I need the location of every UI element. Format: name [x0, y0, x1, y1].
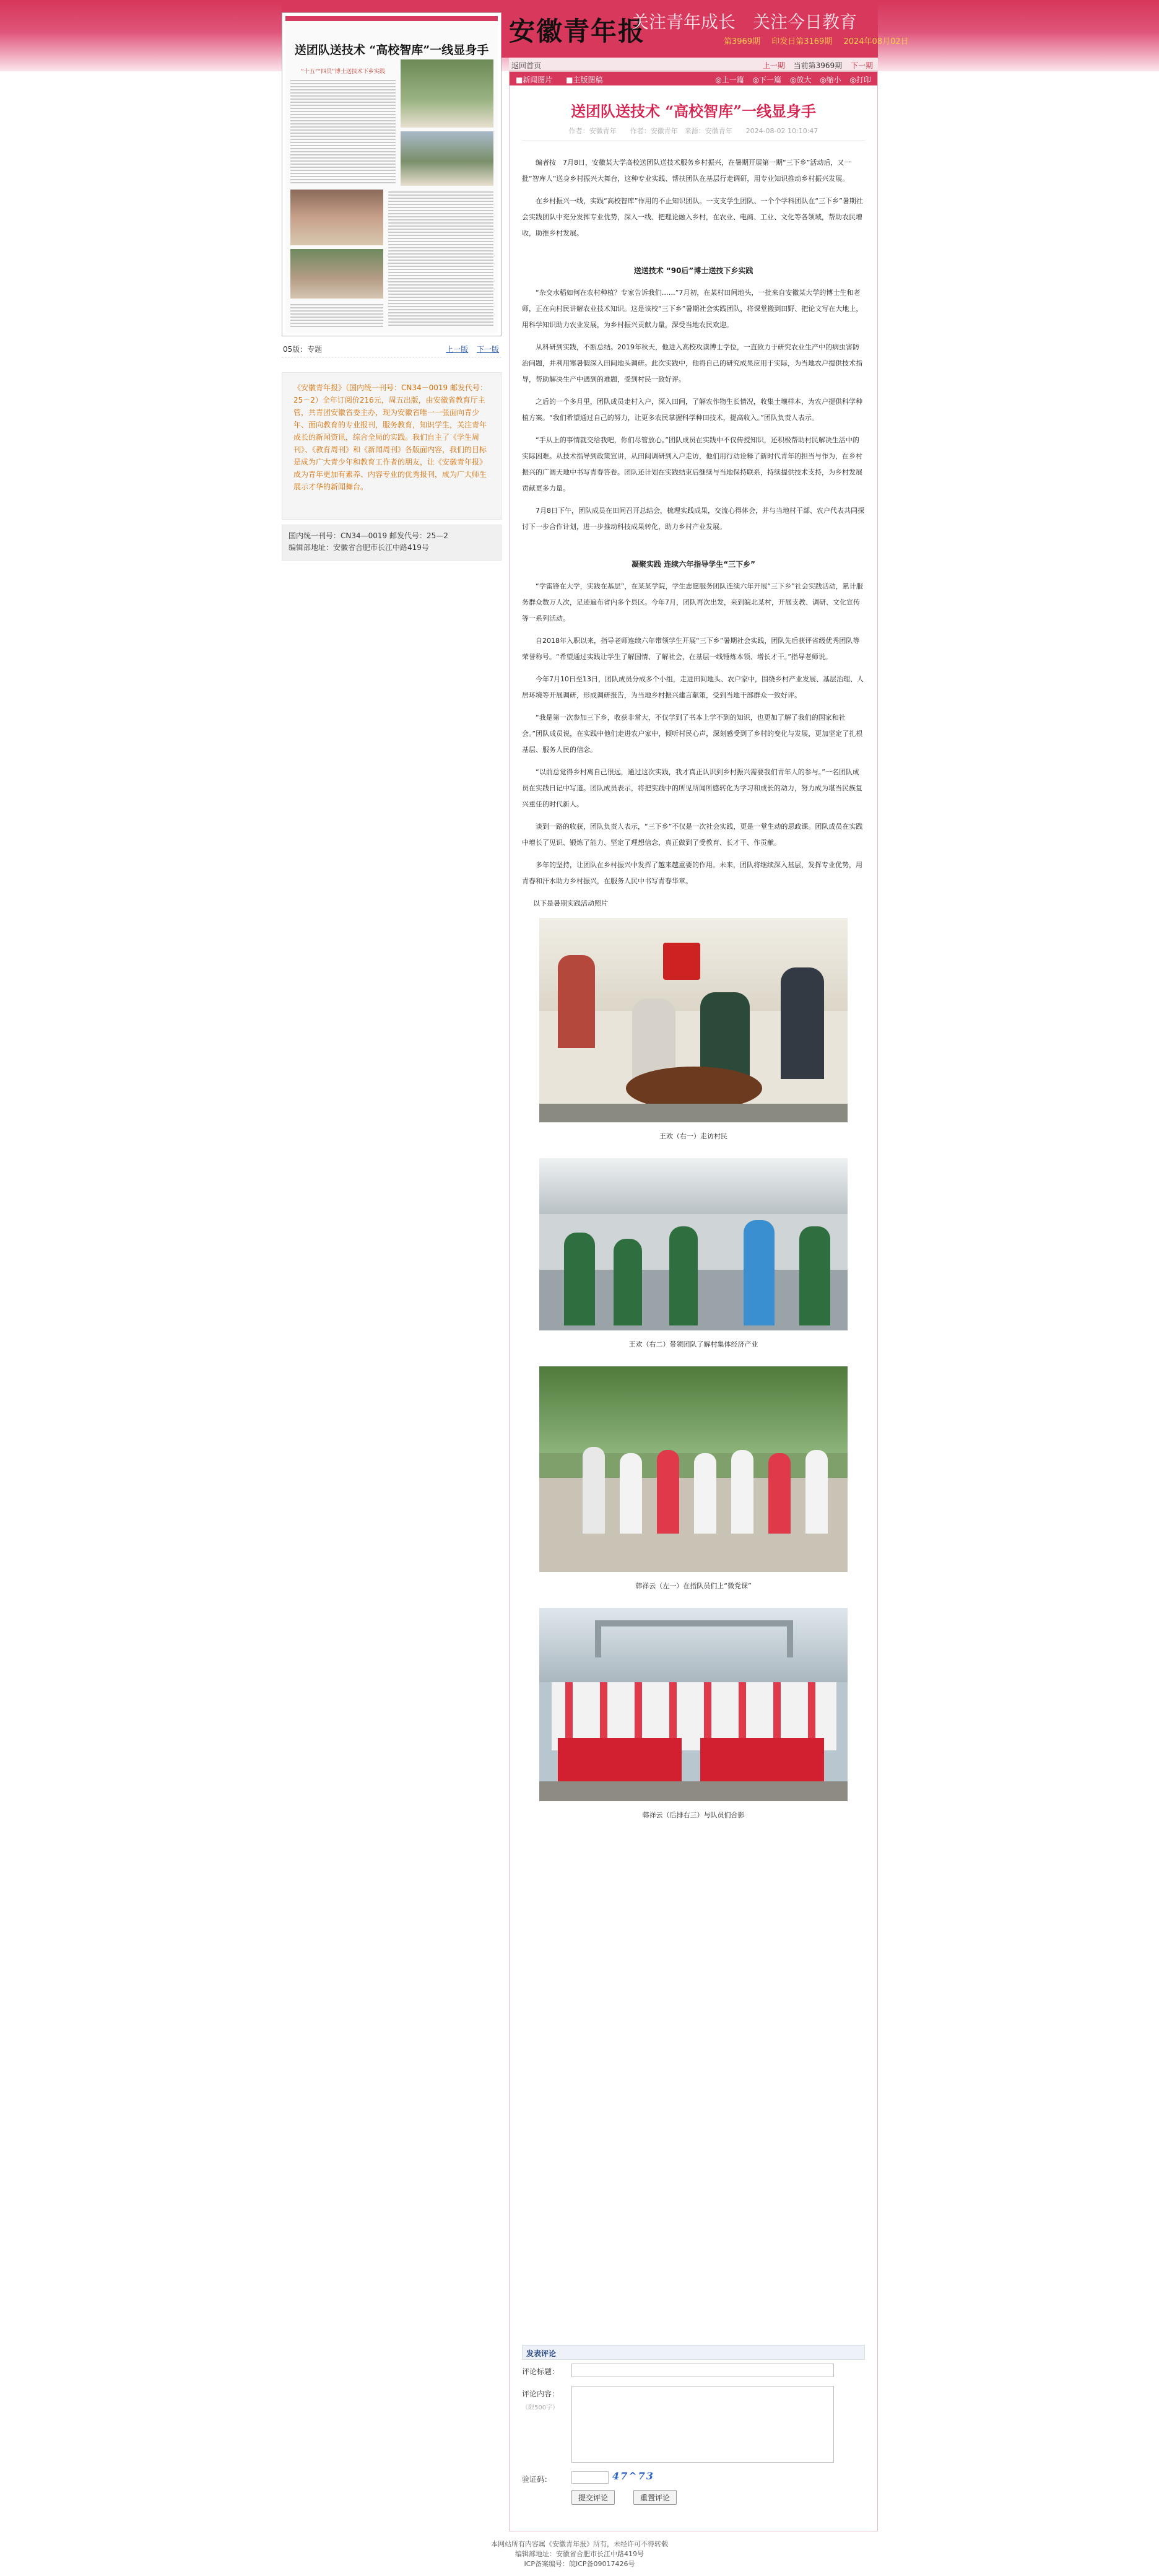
article-body — [522, 155, 865, 1823]
print-button[interactable]: ◎打印 — [849, 76, 871, 84]
comment-buttons-row — [522, 2490, 865, 2508]
publication-info — [282, 525, 501, 561]
next-issue-link[interactable]: 下一期 — [850, 61, 873, 70]
issue-date: 2024年08月02日 — [843, 37, 909, 46]
thumbnail-header-bar — [285, 16, 498, 21]
icp-line[interactable]: ICP备案编号：皖ICP备09017426号 — [524, 2560, 635, 2568]
thumbnail-photo — [290, 190, 383, 245]
reset-comment-button[interactable]: 重置评论 — [633, 2490, 677, 2505]
paragraph: 在乡村振兴一线，实践“高校智库”作用的不止知识团队。一支支学生团队、一个个学科团队在“三下乡”暑期社会实践团队中充分发挥专业优势，深入一线、把理论融入乡村，在农业、电商、工业、文化等各领域，帮助农民增收，助推乡村发展。 — [522, 197, 863, 237]
section-heading: 凝聚实践 连续六年指导学生“三下乡” — [632, 560, 755, 569]
captcha-image[interactable]: 47^73 — [612, 2470, 654, 2482]
prev-page-link[interactable]: 上一版 — [446, 345, 469, 354]
next-article-button[interactable]: ◎下一篇 — [752, 76, 782, 84]
photo-caption: 韩祥云（左一）在指队员们上“微党课” — [635, 1582, 752, 1590]
article-meta: 作者：安徽青年 作者：安徽青年 来源：安徽青年 2024-08-02 10:10:47 — [522, 126, 865, 141]
photo-caption: 韩祥云（后排右三）与队员们合影 — [642, 1811, 745, 1819]
paragraph: 编者按 7月8日，安徽某大学高校送团队送技术服务乡村振兴，在暑期开展第一期“三下乡”活动后，又一批“智库人”送身乡村振兴大舞台，这种专业实践、帮扶团队在基层行走调研，用专业知识推动乡村振兴发展。 — [522, 159, 851, 183]
zoom-in-button[interactable]: ◎放大 — [789, 76, 812, 84]
captcha-label: 验证码： — [522, 2475, 552, 2484]
address-line: 编辑部地址：安徽省合肥市长江中路419号 — [289, 543, 429, 552]
zoom-out-button[interactable]: ◎缩小 — [820, 76, 841, 84]
comment-content-label: 评论内容： — [522, 2390, 560, 2398]
thumbnail-text-block — [388, 190, 493, 326]
thumbnail-photo — [401, 131, 493, 186]
newspaper-logo[interactable]: 安徽青年报 — [509, 16, 646, 46]
next-page-link[interactable]: 下一版 — [476, 345, 499, 354]
copyright-line: 本网站所有内容属《安徽青年报》所有，未经许可不得转载 — [491, 2540, 668, 2548]
thumbnail-photo — [401, 59, 493, 128]
submit-comment-button[interactable]: 提交评论 — [571, 2490, 615, 2505]
article-photo — [539, 1366, 848, 1572]
comment-form — [522, 2345, 865, 2508]
captcha-input[interactable] — [571, 2471, 609, 2484]
page-nav-row — [282, 336, 501, 357]
paragraph: “手从上的事情就交给我吧，你们尽管放心。”团队成员在实践中不仅传授知识，还积极帮助村民解决生活中的实际困难。从技术指导到政策宣讲，从田间调研到入户走访，他们用行动诠释了新时代青年的担当与作为，在乡村振兴的广阔天地中书写青春答卷。团队还计划在实践结束后继续与当地保持联系，持续提供技术支持，为乡村发展贡献更多力量。 — [522, 436, 862, 492]
paragraph: “学雷锋在大学，实践在基层”，在某某学院，学生志愿服务团队连续六年开展“三下乡”社会实践活动，累计服务群众数万人次，足迹遍布省内多个县区。今年7月，团队再次出发，来到皖北某村，开展支教、调研、文化宣传等一系列活动。 — [522, 582, 863, 622]
issue-info — [715, 35, 909, 46]
thumbnail-text-block — [290, 302, 383, 327]
comment-length-hint: （限500字） — [522, 2404, 559, 2411]
comment-title-label: 评论标题： — [522, 2367, 560, 2376]
comment-title-row — [522, 2360, 865, 2382]
paragraph: “以前总觉得乡村离自己很远，通过这次实践，我才真正认识到乡村振兴需要我们青年人的参与。”一名团队成员在实践日记中写道。团队成员表示，将把实践中的所见所闻所感转化为学习和成长的动力，努力成为堪当民族复兴重任的时代新人。 — [522, 768, 862, 808]
page-thumbnail[interactable] — [282, 12, 501, 336]
issue-number: 第3969期 — [724, 37, 761, 46]
thumbnail-photo — [290, 249, 383, 299]
comment-content-textarea[interactable] — [571, 2386, 834, 2463]
bulletin-number: 印发日第3169期 — [771, 37, 833, 46]
issue-navbar — [509, 58, 878, 71]
current-issue-label: 当前第3969期 — [793, 61, 843, 70]
paragraph: 自2018年入职以来，指导老师连续六年带领学生开展“三下乡”暑期社会实践，团队先后获评省级优秀团队等荣誉称号。“希望通过实践让学生了解国情、了解社会，在基层一线锤炼本领、增长才干。”指导老师说。 — [522, 637, 860, 661]
thumbnail-text-block — [290, 78, 396, 183]
thumbnail-canvas — [285, 16, 498, 333]
paragraph: 谈到一路的收获，团队负责人表示，“三下乡”不仅是一次社会实践，更是一堂生动的思政课。团队成员在实践中增长了见识、锻炼了能力、坚定了理想信念，真正做到了受教育、长才干、作贡献。 — [522, 823, 863, 847]
article — [522, 85, 865, 1837]
article-photo — [539, 1608, 848, 1801]
slogan: 关注青年成长 关注今日教育 — [632, 12, 857, 32]
news-photo-link[interactable]: ■新闻图片 — [516, 76, 553, 84]
paragraph: 多年的坚持，让团队在乡村振兴中发挥了越来越重要的作用。未来，团队将继续深入基层，发挥专业优势，用青春和汗水助力乡村振兴，在服务人民中书写青春华章。 — [522, 861, 862, 885]
paragraph: 之后的一个多月里，团队成员走村入户，深入田间，了解农作物生长情况，收集土壤样本，为农户提供科学种植方案。“我们希望通过自己的努力，让更多农民掌握科学种田技术，提高收入。”团队负责人表示。 — [522, 398, 862, 422]
home-link[interactable]: 返回首页 — [511, 61, 542, 70]
paragraph: 从科研到实践，不断总结。2019年秋天，他进入高校攻读博士学位，一直致力于研究农业生产中的病虫害防治问题，并利用寒暑假深入田间地头调研。此次实践中，他将自己的研究成果应用于实际，为当地农户提供技术指导，帮助解决生产中遇到的难题，受到村民一致好评。 — [522, 343, 862, 383]
paragraph: 今年7月10日至13日，团队成员分成多个小组，走进田间地头、农户家中，围绕乡村产业发展、基层治理、人居环境等开展调研，形成调研报告，为当地乡村振兴建言献策，受到当地干部群众一致好评。 — [522, 675, 864, 699]
article-photo — [539, 1158, 848, 1330]
article-panel — [509, 71, 878, 2531]
article-photo — [539, 918, 848, 1122]
comment-header: 发表评论 — [522, 2345, 865, 2360]
paragraph: “杂交水稻如何在农村种植？专家告诉我们……”7月初，在某村田间地头，一批来自安徽某大学的博士生和老师，正在向村民讲解农业技术知识。这是该校“三下乡”暑期社会实践团队，将课堂搬到田野、把论文写在大地上，用科学知识助力农业发展，为乡村振兴贡献力量，深受当地农民欢迎。 — [522, 289, 863, 329]
thumbnail-headline: 送团队送技术 “高校智库”一线显身手 — [294, 43, 489, 57]
prev-issue-link[interactable]: 上一期 — [762, 61, 785, 70]
thumbnail-subheadline: “十五”“四员”博士送技术下乡实践 — [301, 69, 385, 75]
photo-caption: 王欢（右二）带领团队了解村集体经济产业 — [628, 1340, 758, 1348]
photo-caption: 王欢（右一）走访村民 — [659, 1132, 727, 1140]
photo-intro: 以下是暑期实践活动照片 — [533, 899, 608, 907]
captcha-row — [522, 2469, 865, 2490]
prev-article-button[interactable]: ◎上一篇 — [715, 76, 744, 84]
article-title: 送团队送技术 “高校智库”一线显身手 — [571, 102, 816, 120]
footer-address: 编辑部地址：安徽省合肥市长江中路419号 — [515, 2550, 644, 2558]
paragraph: “我是第一次参加三下乡，收获非常大，不仅学到了书本上学不到的知识，也更加了解了我们的国家和社会。”团队成员说，在实践中他们走进农户家中，倾听村民心声，深刻感受到了乡村的变化与发展，更加坚定了扎根基层、服务人民的信念。 — [522, 714, 863, 754]
newspaper-intro: 《安徽青年报》（国内统一刊号：CN34－0019 邮发代号：25－2）全年订阅价216元，周五出版，由安徽省教育厅主管，共青团安徽省委主办，现为安徽省唯一一张面向青少年、面向教育的专业报刊，服务教育，知识学生，关注青年成长的新闻资讯，综合全局的实践。我们自主了《学生周刊》、《教育周刊》和《新闻周刊》各版面内容，我们的目标是成为广大青少年和教育工作者的朋友，让《安徽青年报》成为青年更加有素养、内容专业的优秀报刊，成为广大师生展示才华的新闻舞台。 — [282, 372, 501, 520]
issn-line: 国内统一刊号：CN34—0019 邮发代号：25—2 — [289, 531, 448, 540]
page-footer — [0, 2539, 1159, 2569]
section-heading: 送送技术 “90后”博士送技下乡实践 — [633, 266, 753, 275]
comment-content-row — [522, 2382, 865, 2469]
paragraph: 7月8日下午，团队成员在田间召开总结会，梳理实践成果，交流心得体会，并与当地村干部、农户代表共同探讨下一步合作计划，进一步推动科技成果转化，助力乡村产业发展。 — [522, 507, 864, 531]
left-column — [282, 12, 501, 561]
page-label: 05版：专题 — [283, 345, 323, 354]
main-page-link[interactable]: ■主版图稿 — [566, 76, 603, 84]
comment-title-input[interactable] — [571, 2364, 834, 2377]
article-toolbar — [510, 72, 877, 85]
